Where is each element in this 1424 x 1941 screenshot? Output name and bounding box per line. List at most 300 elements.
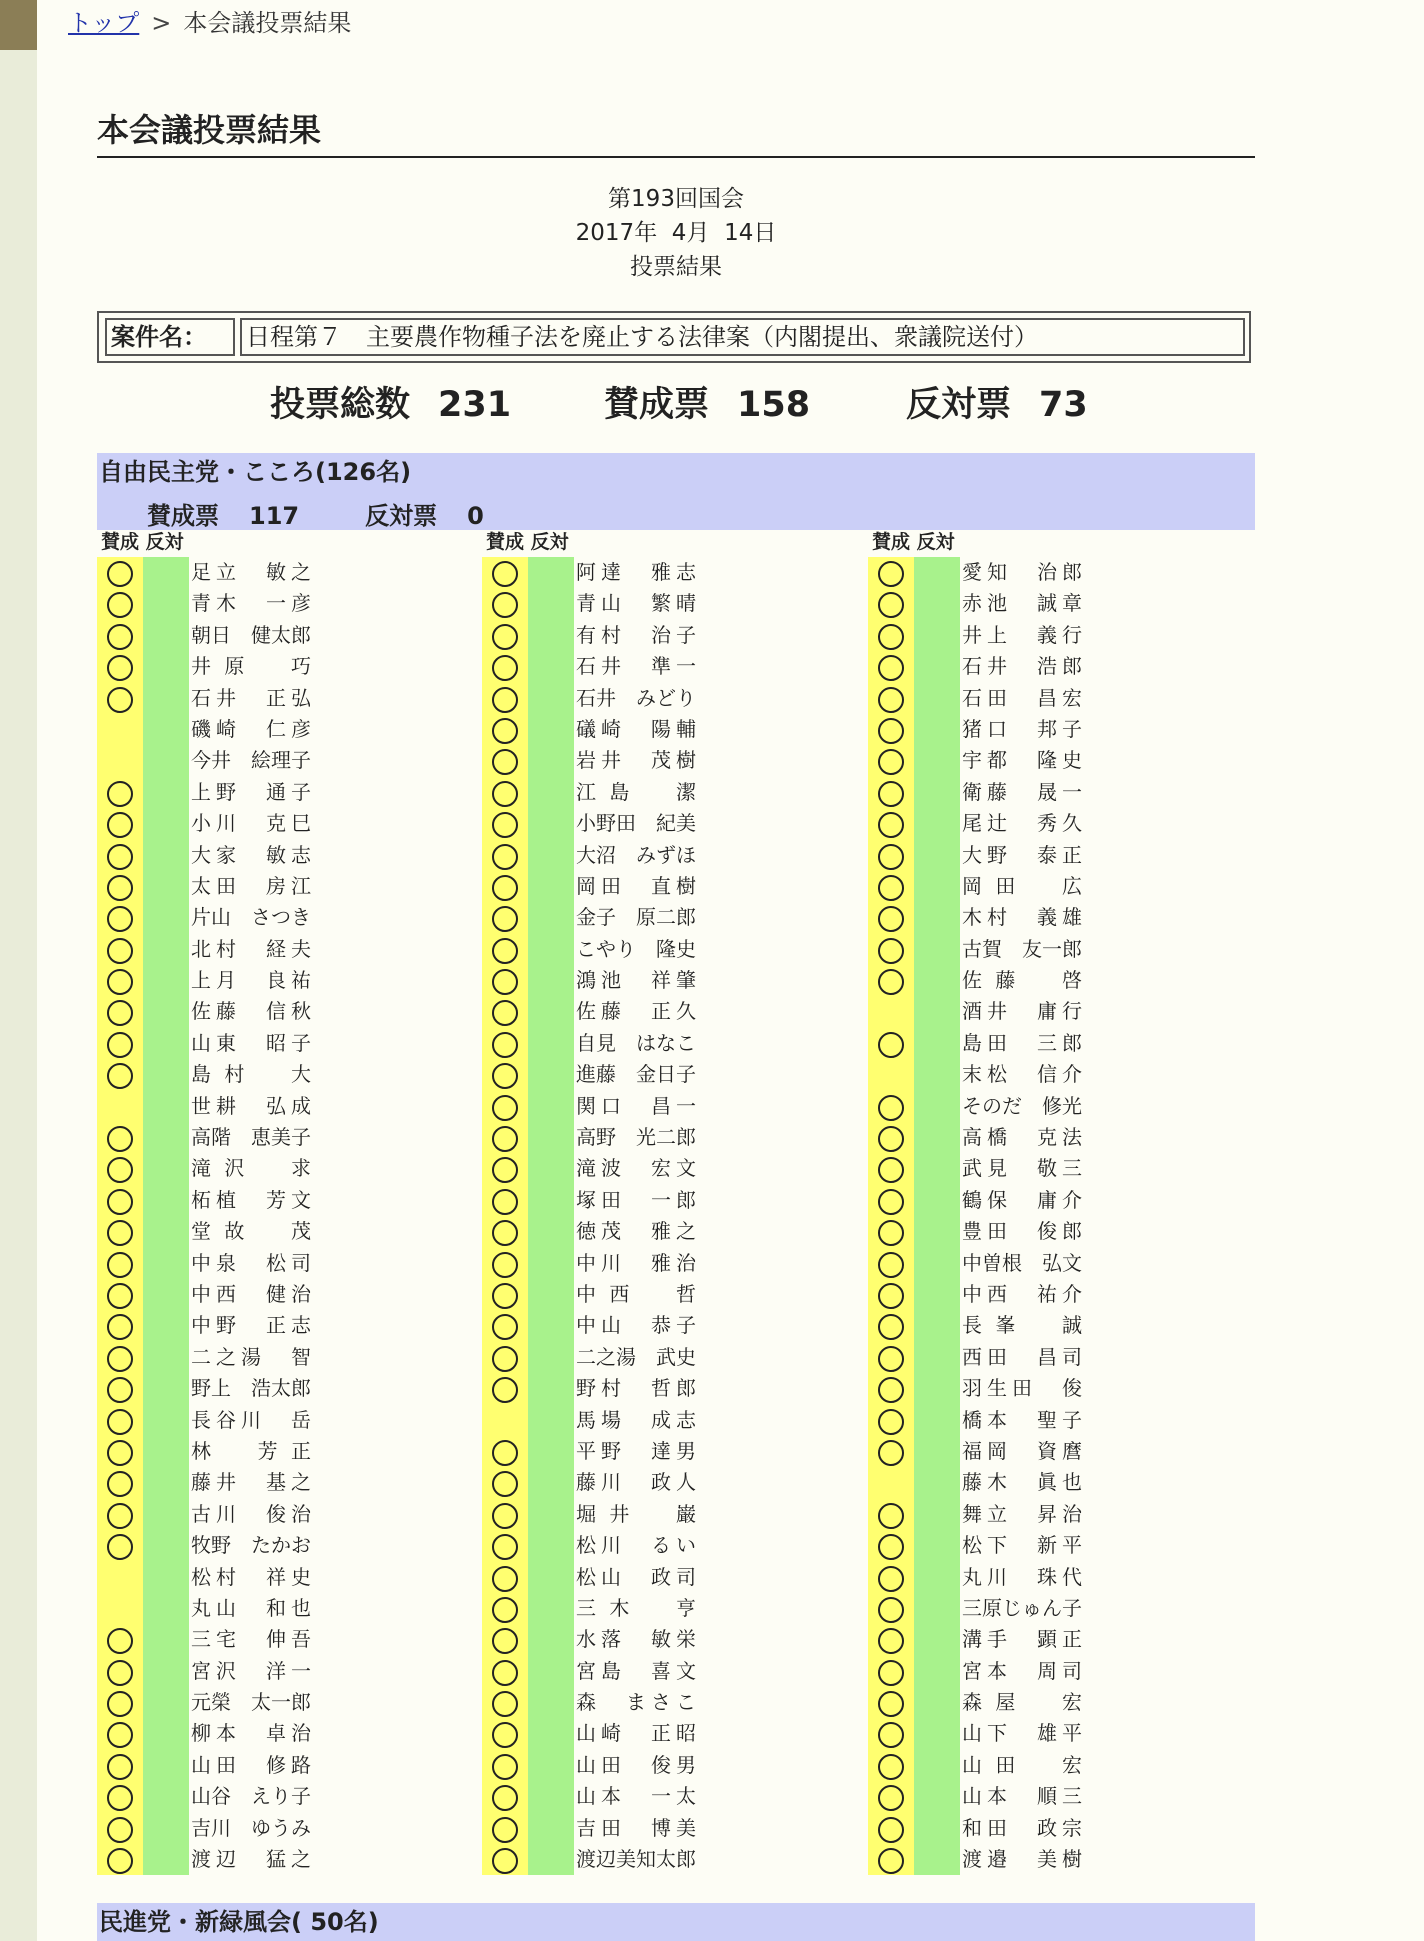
no-cell xyxy=(914,1718,960,1749)
no-cell xyxy=(528,1122,574,1153)
member-name: 藤木 眞也 xyxy=(962,1470,1082,1495)
no-cell xyxy=(143,620,189,651)
yes-mark-icon xyxy=(492,1157,518,1183)
yes-cell xyxy=(482,1467,528,1498)
yes-mark-icon xyxy=(107,1534,133,1560)
no-cell xyxy=(143,808,189,839)
yes-mark-icon xyxy=(878,1252,904,1278)
vote-row xyxy=(97,745,397,776)
member-name: 赤池 誠章 xyxy=(962,591,1082,616)
member-name: 森 まさこ xyxy=(576,1690,696,1715)
vote-row xyxy=(97,1310,397,1341)
vote-row xyxy=(868,1718,1168,1749)
no-cell xyxy=(914,714,960,745)
yes-mark-icon xyxy=(107,1660,133,1686)
member-name: 礒崎 陽輔 xyxy=(576,716,696,741)
yes-mark-icon xyxy=(878,938,904,964)
yes-mark-icon xyxy=(492,592,518,618)
yes-cell xyxy=(97,1122,143,1153)
vote-row xyxy=(482,1405,782,1436)
yes-mark-icon xyxy=(492,718,518,744)
yes-cell xyxy=(97,1656,143,1687)
member-name: 山崎 正昭 xyxy=(576,1721,696,1746)
vote-row xyxy=(97,1373,397,1404)
yes-mark-icon xyxy=(878,1095,904,1121)
yes-mark-icon xyxy=(878,1628,904,1654)
yes-cell xyxy=(482,1091,528,1122)
yes-mark-icon xyxy=(107,1785,133,1811)
no-cell xyxy=(914,1687,960,1718)
yes-mark-icon xyxy=(107,1063,133,1089)
member-name: 二之湯 武史 xyxy=(576,1344,696,1369)
vote-row xyxy=(97,1059,397,1090)
no-cell xyxy=(914,1844,960,1875)
yes-cell xyxy=(97,620,143,651)
column-header: 賛成 反対 xyxy=(872,531,955,553)
no-cell xyxy=(143,1279,189,1310)
yes-mark-icon xyxy=(492,1314,518,1340)
member-name: 山本 一太 xyxy=(576,1784,696,1809)
vote-row xyxy=(482,840,782,871)
member-name: 豊田 俊郎 xyxy=(962,1219,1082,1244)
vote-row xyxy=(868,902,1168,933)
vote-row xyxy=(97,1185,397,1216)
yes-cell xyxy=(868,1499,914,1530)
yes-mark-icon xyxy=(107,1314,133,1340)
vote-row xyxy=(868,1530,1168,1561)
vote-row xyxy=(97,1562,397,1593)
yes-mark-icon xyxy=(107,906,133,932)
vote-row xyxy=(868,1844,1168,1875)
yes-cell xyxy=(482,1342,528,1373)
yes-cell xyxy=(868,1813,914,1844)
no-cell xyxy=(143,1562,189,1593)
yes-mark-icon xyxy=(492,781,518,807)
member-name: 今井 絵理子 xyxy=(191,748,311,773)
yes-mark-icon xyxy=(878,749,904,775)
member-name: 高階 恵美子 xyxy=(191,1125,311,1150)
yes-mark-icon xyxy=(492,1785,518,1811)
no-cell xyxy=(143,965,189,996)
member-name: 山本 順三 xyxy=(962,1784,1082,1809)
yes-mark-icon xyxy=(492,1440,518,1466)
yes-cell xyxy=(868,1373,914,1404)
yes-cell xyxy=(482,1310,528,1341)
yes-mark-icon xyxy=(878,1126,904,1152)
member-name: 長谷川 岳 xyxy=(191,1407,311,1432)
yes-mark-icon xyxy=(107,875,133,901)
no-cell xyxy=(528,1248,574,1279)
no-cell xyxy=(914,683,960,714)
vote-row xyxy=(482,1122,782,1153)
yes-mark-icon xyxy=(492,1283,518,1309)
member-name: 石井 浩郎 xyxy=(962,654,1082,679)
party-no-label: 反対票 xyxy=(365,502,438,530)
yes-mark-icon xyxy=(107,1691,133,1717)
yes-mark-icon xyxy=(492,1691,518,1717)
vote-row xyxy=(97,620,397,651)
vote-row xyxy=(97,996,397,1027)
no-cell xyxy=(914,1436,960,1467)
yes-cell xyxy=(97,1028,143,1059)
vote-row xyxy=(482,1310,782,1341)
total-votes-value: 231 xyxy=(438,385,512,425)
yes-mark-icon xyxy=(492,1754,518,1780)
vote-row xyxy=(482,808,782,839)
no-cell xyxy=(914,1122,960,1153)
yes-votes-label: 賛成票 xyxy=(604,385,710,425)
member-name: 橋本 聖子 xyxy=(962,1407,1082,1432)
vote-row xyxy=(868,1279,1168,1310)
vote-row xyxy=(97,1813,397,1844)
yes-mark-icon xyxy=(107,1000,133,1026)
yes-cell xyxy=(97,1687,143,1718)
member-name: 宇都 隆史 xyxy=(962,748,1082,773)
yes-mark-icon xyxy=(492,875,518,901)
vote-row xyxy=(97,1750,397,1781)
no-cell xyxy=(528,1467,574,1498)
vote-row xyxy=(97,1718,397,1749)
yes-cell xyxy=(868,1342,914,1373)
no-cell xyxy=(528,996,574,1027)
column-header: 賛成 反対 xyxy=(101,531,184,553)
yes-cell xyxy=(868,777,914,808)
no-cell xyxy=(143,1624,189,1655)
vote-row xyxy=(482,620,782,651)
yes-mark-icon xyxy=(492,1503,518,1529)
no-cell xyxy=(528,808,574,839)
yes-cell xyxy=(868,871,914,902)
member-name: 藤井 基之 xyxy=(191,1470,311,1495)
no-cell xyxy=(914,1781,960,1812)
no-cell xyxy=(914,1656,960,1687)
vote-row xyxy=(97,1593,397,1624)
member-name: 三宅 伸吾 xyxy=(191,1627,311,1652)
no-cell xyxy=(528,588,574,619)
vote-row xyxy=(482,1279,782,1310)
member-name: 塚田 一郎 xyxy=(576,1187,696,1212)
no-cell xyxy=(914,871,960,902)
member-name: 進藤 金日子 xyxy=(576,1062,696,1087)
yes-mark-icon xyxy=(492,1189,518,1215)
no-cell xyxy=(528,620,574,651)
bill-label: 案件名： xyxy=(105,318,235,356)
yes-cell xyxy=(97,1781,143,1812)
yes-cell xyxy=(868,1436,914,1467)
no-cell xyxy=(143,1499,189,1530)
member-name: 木村 義雄 xyxy=(962,905,1082,930)
party-name: 民進党・新緑風会( 50名) xyxy=(99,1908,379,1936)
member-name: 三木 亨 xyxy=(576,1595,696,1620)
yes-mark-icon xyxy=(107,1471,133,1497)
vote-row xyxy=(97,714,397,745)
yes-mark-icon xyxy=(492,1597,518,1623)
member-name: 愛知 治郎 xyxy=(962,560,1082,584)
vote-row xyxy=(482,1185,782,1216)
member-name: 元榮 太一郎 xyxy=(191,1690,311,1715)
no-cell xyxy=(528,1656,574,1687)
no-cell xyxy=(914,1530,960,1561)
yes-mark-icon xyxy=(107,812,133,838)
member-name: 中西 祐介 xyxy=(962,1281,1082,1306)
no-cell xyxy=(143,1122,189,1153)
yes-cell xyxy=(868,1467,914,1498)
yes-cell xyxy=(482,1499,528,1530)
member-name: 松村 祥史 xyxy=(191,1564,311,1589)
yes-mark-icon xyxy=(492,906,518,932)
yes-mark-icon xyxy=(878,1440,904,1466)
yes-cell xyxy=(97,557,143,588)
yes-cell xyxy=(868,1122,914,1153)
no-cell xyxy=(143,1813,189,1844)
no-cell xyxy=(528,1405,574,1436)
yes-mark-icon xyxy=(107,624,133,650)
vote-row xyxy=(482,1750,782,1781)
no-cell xyxy=(914,1373,960,1404)
member-name: 石井 準一 xyxy=(576,654,696,679)
member-name: 中野 正志 xyxy=(191,1313,311,1338)
member-name: 宮沢 洋一 xyxy=(191,1658,311,1683)
yes-cell xyxy=(868,683,914,714)
vote-row xyxy=(97,965,397,996)
vote-row xyxy=(868,1562,1168,1593)
yes-mark-icon xyxy=(107,844,133,870)
no-cell xyxy=(143,840,189,871)
vote-row xyxy=(482,1813,782,1844)
yes-cell xyxy=(868,1530,914,1561)
vote-row xyxy=(97,1279,397,1310)
yes-cell xyxy=(868,745,914,776)
no-cell xyxy=(143,1059,189,1090)
no-cell xyxy=(143,1373,189,1404)
vote-totals xyxy=(0,380,1424,430)
member-name: 馬場 成志 xyxy=(576,1407,696,1432)
vote-row xyxy=(97,557,397,588)
vote-row xyxy=(868,1028,1168,1059)
yes-cell xyxy=(97,1091,143,1122)
no-cell xyxy=(914,840,960,871)
vote-row xyxy=(97,1844,397,1875)
member-name: 吉田 博美 xyxy=(576,1815,696,1840)
yes-mark-icon xyxy=(878,1660,904,1686)
member-name: 渡辺美知太郎 xyxy=(576,1847,696,1872)
yes-cell xyxy=(482,871,528,902)
member-name: 島村 大 xyxy=(191,1062,311,1087)
yes-mark-icon xyxy=(107,1503,133,1529)
member-name: 高野 光二郎 xyxy=(576,1125,696,1150)
vote-row xyxy=(482,1153,782,1184)
member-name: 羽生田 俊 xyxy=(962,1376,1082,1401)
yes-cell xyxy=(868,557,914,588)
yes-mark-icon xyxy=(107,1220,133,1246)
no-cell xyxy=(528,965,574,996)
no-cell xyxy=(914,1310,960,1341)
member-name: 大家 敏志 xyxy=(191,842,311,867)
yes-mark-icon xyxy=(878,687,904,713)
yes-mark-icon xyxy=(492,655,518,681)
no-cell xyxy=(143,683,189,714)
member-name: 岩井 茂樹 xyxy=(576,748,696,773)
member-name: 牧野 たかお xyxy=(191,1533,311,1558)
no-cell xyxy=(914,1216,960,1247)
vote-row xyxy=(868,1499,1168,1530)
yes-votes xyxy=(604,380,810,430)
vote-row xyxy=(97,1091,397,1122)
yes-cell xyxy=(97,1593,143,1624)
no-cell xyxy=(914,1279,960,1310)
no-cell xyxy=(143,1687,189,1718)
yes-mark-icon xyxy=(492,969,518,995)
yes-cell xyxy=(97,683,143,714)
member-name: 衛藤 晟一 xyxy=(962,779,1082,804)
yes-mark-icon xyxy=(492,1471,518,1497)
vote-row xyxy=(482,588,782,619)
vote-row xyxy=(868,1059,1168,1090)
member-name: 青木 一彦 xyxy=(191,591,311,616)
yes-cell xyxy=(868,1656,914,1687)
member-name: 中山 恭子 xyxy=(576,1313,696,1338)
yes-cell xyxy=(97,651,143,682)
yes-mark-icon xyxy=(878,1691,904,1717)
member-name: 大野 泰正 xyxy=(962,842,1082,867)
vote-row xyxy=(868,588,1168,619)
no-cell xyxy=(528,1687,574,1718)
party-no-count: 0 xyxy=(467,502,484,530)
no-cell xyxy=(528,1342,574,1373)
bill-box xyxy=(97,311,1251,363)
vote-row xyxy=(482,1028,782,1059)
yes-mark-icon xyxy=(878,844,904,870)
no-cell xyxy=(528,1216,574,1247)
member-name: 滝波 宏文 xyxy=(576,1156,696,1181)
yes-cell xyxy=(482,1781,528,1812)
no-cell xyxy=(528,651,574,682)
yes-cell xyxy=(97,840,143,871)
member-name: 末松 信介 xyxy=(962,1062,1082,1087)
no-cell xyxy=(143,777,189,808)
member-name: 中曽根 弘文 xyxy=(962,1250,1082,1275)
yes-cell xyxy=(97,745,143,776)
yes-cell xyxy=(97,996,143,1027)
no-votes xyxy=(906,380,1088,430)
member-name: 堀井 巌 xyxy=(576,1501,696,1526)
yes-mark-icon xyxy=(107,1032,133,1058)
yes-mark-icon xyxy=(878,1220,904,1246)
vote-row xyxy=(97,808,397,839)
yes-mark-icon xyxy=(492,624,518,650)
vote-row xyxy=(482,965,782,996)
no-cell xyxy=(528,1028,574,1059)
yes-cell xyxy=(868,1059,914,1090)
yes-cell xyxy=(868,1781,914,1812)
member-name: 野村 哲郎 xyxy=(576,1376,696,1401)
member-name: 福岡 資麿 xyxy=(962,1438,1082,1463)
vote-row xyxy=(97,1467,397,1498)
yes-mark-icon xyxy=(878,1817,904,1843)
party-yes-count: 117 xyxy=(249,502,300,530)
yes-mark-icon xyxy=(492,1220,518,1246)
yes-cell xyxy=(482,934,528,965)
member-name: 石井 正弘 xyxy=(191,685,311,710)
yes-mark-icon xyxy=(492,1126,518,1152)
yes-cell xyxy=(482,557,528,588)
total-votes-label: 投票総数 xyxy=(270,385,411,425)
member-name: 山田 俊男 xyxy=(576,1752,696,1777)
member-name: こやり 隆史 xyxy=(576,936,696,961)
vote-row xyxy=(482,1718,782,1749)
vote-row xyxy=(97,1687,397,1718)
no-cell xyxy=(528,902,574,933)
yes-mark-icon xyxy=(878,1157,904,1183)
vote-row xyxy=(868,1405,1168,1436)
no-cell xyxy=(914,620,960,651)
no-cell xyxy=(143,745,189,776)
member-name: 中西 哲 xyxy=(576,1281,696,1306)
no-cell xyxy=(528,1624,574,1655)
vote-row xyxy=(97,840,397,871)
party-header-ldp xyxy=(97,453,1255,530)
no-cell xyxy=(528,745,574,776)
vote-row xyxy=(97,1248,397,1279)
member-name: 丸山 和也 xyxy=(191,1595,311,1620)
yes-mark-icon xyxy=(878,1377,904,1403)
bill-name: 日程第７ 主要農作物種子法を廃止する法律案（内閣提出、衆議院送付） xyxy=(240,318,1245,356)
no-cell xyxy=(914,777,960,808)
no-cell xyxy=(528,1562,574,1593)
result-label: 投票結果 xyxy=(630,254,722,280)
vote-row xyxy=(868,808,1168,839)
no-cell xyxy=(528,1750,574,1781)
member-name: 滝沢 求 xyxy=(191,1156,311,1181)
vote-row xyxy=(97,1499,397,1530)
member-name: 佐藤 正久 xyxy=(576,999,696,1024)
vote-row xyxy=(97,1342,397,1373)
yes-cell xyxy=(482,651,528,682)
vote-row xyxy=(482,714,782,745)
member-name: 森屋 宏 xyxy=(962,1690,1082,1715)
no-cell xyxy=(528,934,574,965)
vote-row xyxy=(868,965,1168,996)
yes-cell xyxy=(868,1310,914,1341)
yes-mark-icon xyxy=(878,1848,904,1874)
yes-mark-icon xyxy=(492,687,518,713)
member-name: 江島 潔 xyxy=(576,779,696,804)
vote-rows xyxy=(868,557,1168,1875)
session-info xyxy=(97,182,1255,284)
vote-row xyxy=(868,683,1168,714)
member-name: 武見 敬三 xyxy=(962,1156,1082,1181)
total-votes xyxy=(270,380,511,430)
yes-mark-icon xyxy=(878,1597,904,1623)
vote-row xyxy=(482,1373,782,1404)
vote-row xyxy=(97,1028,397,1059)
yes-cell xyxy=(482,808,528,839)
yes-mark-icon xyxy=(878,1566,904,1592)
no-cell xyxy=(914,745,960,776)
no-votes-label: 反対票 xyxy=(906,385,1012,425)
no-cell xyxy=(143,557,189,588)
vote-row xyxy=(97,934,397,965)
yes-cell xyxy=(97,1750,143,1781)
yes-cell xyxy=(97,1562,143,1593)
breadcrumb-home-link[interactable]: トップ xyxy=(68,9,140,37)
yes-mark-icon xyxy=(107,655,133,681)
no-cell xyxy=(143,714,189,745)
member-name: 松下 新平 xyxy=(962,1533,1082,1558)
member-name: 堂故 茂 xyxy=(191,1219,311,1244)
page-title: 本会議投票結果 xyxy=(97,106,1255,158)
vote-row xyxy=(482,777,782,808)
